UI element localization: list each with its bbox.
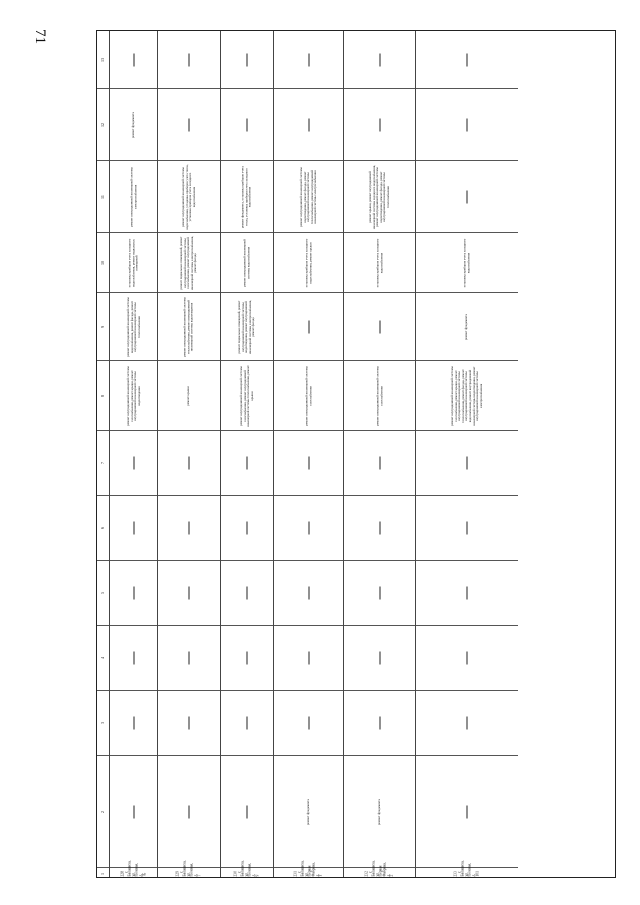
table-cell — [274, 361, 343, 431]
table-cell — [221, 756, 273, 868]
table-cell — [221, 626, 273, 691]
column-number: 9 — [100, 325, 106, 328]
empty-dash — [467, 190, 468, 203]
cell-text: ремонт фундамента — [130, 111, 135, 138]
row-label — [119, 859, 146, 876]
table-cell — [221, 561, 273, 626]
column-number: 1 — [100, 872, 106, 875]
empty-dash — [308, 457, 309, 470]
table-cell — [158, 361, 220, 431]
header-cell — [97, 233, 109, 293]
table-cell — [221, 31, 273, 89]
header-cell — [97, 89, 109, 161]
page-number: 71 — [32, 29, 48, 44]
cell-text: ремонт подвальных помещений, ремонт внутридомовой инженерной системы водоотведения, ремонт внутридомовой инженерной системы электроснабжения, ремонт фасада — [237, 299, 256, 354]
table-cell — [158, 431, 220, 496]
table-cell — [344, 691, 415, 756]
table-cell — [158, 293, 220, 361]
table-cell — [416, 31, 518, 89]
column-number: 6 — [100, 527, 106, 529]
table-cell — [110, 361, 157, 431]
table-cell — [221, 361, 273, 431]
table-cell — [274, 859, 343, 879]
header-cell — [97, 868, 109, 879]
cell-text: ремонт крыши — [186, 385, 191, 406]
empty-dash — [247, 118, 248, 131]
table-cell — [274, 31, 343, 89]
header-cell — [97, 161, 109, 233]
empty-dash — [379, 118, 380, 131]
header-cell — [97, 561, 109, 626]
table-cell — [158, 496, 220, 561]
table-cell — [158, 691, 220, 756]
table-cell — [221, 161, 273, 233]
empty-dash — [308, 53, 309, 66]
cell-text: ремонт внутридомовой инженерной системы водоснабжения, установка приборов учета тепла, установка приборов учета холодного водоснабжения — [180, 163, 196, 230]
table-cell — [274, 431, 343, 496]
cell-text: установка приборов учета холодного водоснабжения — [462, 238, 470, 287]
table-cell — [274, 293, 343, 361]
empty-dash — [379, 587, 380, 600]
table-cell — [416, 89, 518, 161]
cell-text: ремонт внутридомовой инженерной системы газоснабжения, ремонт крыши, ремонт внутридомовой инженерной системы водоотведения — [125, 365, 141, 426]
row-number: 230 — [233, 870, 238, 876]
table-cell — [221, 859, 273, 879]
table-cell — [344, 361, 415, 431]
table-cell — [344, 89, 415, 161]
column-number: 10 — [100, 260, 106, 265]
empty-dash — [189, 652, 190, 665]
table-cell — [416, 293, 518, 361]
table-row — [416, 31, 518, 877]
table-cell — [221, 431, 273, 496]
empty-dash — [467, 805, 468, 818]
table-row — [158, 31, 221, 877]
table-cell — [344, 756, 415, 868]
table-cell — [344, 161, 415, 233]
empty-dash — [467, 457, 468, 470]
table-row — [110, 31, 158, 877]
cell-text: ремонт внутридомовой инженерной системы газоснабжения — [374, 365, 383, 426]
table-cell — [416, 161, 518, 233]
table-cell — [344, 31, 415, 89]
table-cell — [110, 496, 157, 561]
cell-text: установка приборов учета холодного водоснабжения — [374, 238, 383, 287]
table-cell — [344, 561, 415, 626]
header-cell — [97, 756, 109, 868]
table-cell — [110, 431, 157, 496]
table-cell — [344, 496, 415, 561]
table-cell — [221, 233, 273, 293]
table-cell — [274, 561, 343, 626]
table-cell — [110, 691, 157, 756]
capital-repair-table-wrap — [96, 30, 616, 878]
table-cell — [158, 859, 220, 879]
empty-dash — [133, 717, 134, 730]
empty-dash — [467, 118, 468, 131]
empty-dash — [133, 587, 134, 600]
table-cell — [416, 233, 518, 293]
table-cell — [416, 431, 518, 496]
table-cell — [110, 626, 157, 691]
empty-dash — [133, 522, 134, 535]
table-cell — [158, 31, 220, 89]
empty-dash — [467, 587, 468, 600]
table-cell — [344, 233, 415, 293]
row-address: г. Балашиха, ул. Полевая, д. 7 — [179, 859, 201, 876]
header-cell — [97, 691, 109, 756]
empty-dash — [379, 53, 380, 66]
table-cell — [221, 691, 273, 756]
table-cell — [344, 293, 415, 361]
empty-dash — [133, 805, 134, 818]
empty-dash — [308, 652, 309, 665]
table-row — [274, 31, 344, 877]
empty-dash — [247, 457, 248, 470]
table-cell — [416, 756, 518, 868]
empty-dash — [133, 457, 134, 470]
column-number: 4 — [100, 657, 106, 659]
column-number: 2 — [100, 810, 106, 813]
empty-dash — [247, 805, 248, 818]
cell-text: ремонт фундамента — [376, 798, 381, 825]
empty-dash — [379, 522, 380, 535]
empty-dash — [133, 652, 134, 665]
cell-text: ремонт фундамента — [464, 313, 469, 340]
row-address: г. Балашиха, ул. Полевая, д. 7Б — [123, 859, 146, 876]
cell-text: ремонт подвальных помещений, ремонт внутридомовой инженерной системы газоснабжения, ремонт внутридомовой инженерной системы электроснабжения, ремонт фасада — [179, 235, 198, 290]
header-cell — [97, 31, 109, 89]
empty-dash — [308, 118, 309, 131]
table-cell — [416, 691, 518, 756]
row-label — [453, 859, 479, 876]
empty-dash — [247, 522, 248, 535]
cell-text: ремонт внутридомовой инженерной системы водоснабжения — [242, 238, 250, 287]
empty-dash — [247, 652, 248, 665]
table-cell — [110, 161, 157, 233]
cell-text: ремонт фундамента, установка приборов учета тепла, установка приборов учета холодного водоснабжения — [240, 165, 252, 228]
row-address: г. Балашиха, ул. Полевая, д. 9 — [237, 859, 259, 876]
empty-dash — [189, 522, 190, 535]
cell-text: ремонт внутридомовой инженерной системы газоснабжения — [303, 365, 312, 426]
table-cell — [221, 89, 273, 161]
empty-dash — [189, 118, 190, 131]
table-cell — [416, 361, 518, 431]
table-cell — [158, 89, 220, 161]
empty-dash — [379, 320, 380, 333]
empty-dash — [308, 320, 309, 333]
empty-dash — [247, 53, 248, 66]
empty-dash — [247, 717, 248, 730]
column-number: 13 — [100, 57, 106, 62]
empty-dash — [189, 457, 190, 470]
header-cell — [97, 626, 109, 691]
row-address: г. Балашиха, ул. Первая Фабрика, д. 2 — [367, 859, 394, 876]
table-cell — [221, 496, 273, 561]
column-number: 8 — [100, 394, 106, 397]
table-cell — [221, 293, 273, 361]
row-label — [364, 859, 394, 876]
table-cell — [110, 756, 157, 868]
table-cell — [274, 691, 343, 756]
cell-text: установка приборов учета холодного водоснабжения, ремонт крыши — [303, 238, 312, 287]
table-row — [344, 31, 416, 877]
table-cell — [274, 233, 343, 293]
row-number: 228 — [119, 870, 124, 876]
table-cell — [158, 161, 220, 233]
cell-text: ремонт внутридомовой инженерной системы газоснабжения, ремонт крыши, ремонт внутридомовой инженерной системы теплоснабжения, ремонт фасада, ремонт внутридомовой инженерной системы водоснабжения, ремонт внутридомовой инженерной системы водоотведения, ремонт внутридомовой инженерной системы электроснабжения — [449, 365, 483, 426]
row-address: г. Балашиха, ул. Полевая, д. 101 — [457, 859, 479, 876]
table-cell — [416, 561, 518, 626]
header-cell — [97, 496, 109, 561]
table-cell — [344, 626, 415, 691]
table-cell — [110, 859, 157, 879]
row-number: 229 — [175, 870, 180, 876]
table-cell — [110, 89, 157, 161]
table-cell — [274, 756, 343, 868]
column-number: 3 — [100, 722, 106, 724]
capital-repair-table — [96, 30, 616, 878]
cell-text: ремонт внутридомовой инженерной системы водоотведения, ремонт фасада, ремонт внутридомовой инженерной системы теплоснабжения, ремонт внутридомовой инженерной системы электроснабжения — [298, 166, 317, 227]
cell-text: ремонт внутридомовой инженерной системы электроснабжения — [128, 166, 137, 227]
cell-text: ремонт внутридомовой инженерной системы газоснабжения, ремонт внутридомовой инженерной системы теплоснабжения, ремонт крыши — [238, 364, 254, 427]
table-cell — [158, 561, 220, 626]
table-cell — [158, 233, 220, 293]
table-cell — [416, 496, 518, 561]
table-cell — [416, 859, 518, 879]
row-label — [293, 859, 323, 876]
row-number: 233 — [453, 870, 458, 876]
table-cell — [344, 431, 415, 496]
row-number: 232 — [364, 870, 369, 876]
row-number: 231 — [293, 870, 298, 876]
column-number: 12 — [100, 122, 106, 127]
empty-dash — [189, 53, 190, 66]
empty-dash — [247, 587, 248, 600]
cell-text: ремонт внутридомовой инженерной системы теплоснабжения, ремонт внутридомовой инженерной системы водоотведения — [182, 296, 194, 357]
table-cell — [158, 626, 220, 691]
cell-text: ремонт крыши, ремонт внутридомовой инженерной системы холодного водоснабжения, ремонт внутридомовой инженерной системы водоотведения, ремонт фасада, ремонт внутридомовой инженерной системы теплоснабжения — [367, 164, 390, 229]
table-cell — [158, 756, 220, 868]
header-cell — [97, 361, 109, 431]
empty-dash — [467, 522, 468, 535]
header-cell — [97, 293, 109, 361]
cell-text: ремонт фундамента — [305, 798, 310, 825]
empty-dash — [467, 53, 468, 66]
table-cell — [110, 561, 157, 626]
row-label — [175, 859, 201, 876]
header-cell — [97, 431, 109, 496]
empty-dash — [308, 522, 309, 535]
table-cell — [274, 496, 343, 561]
table-cell — [110, 293, 157, 361]
empty-dash — [379, 652, 380, 665]
table-cell — [274, 89, 343, 161]
table-cell — [274, 161, 343, 233]
empty-dash — [189, 717, 190, 730]
empty-dash — [189, 587, 190, 600]
cell-text: установка приборов учета холодного водоснабжения, ремонт подвальных помещений — [127, 238, 139, 287]
empty-dash — [467, 717, 468, 730]
table-cell — [274, 626, 343, 691]
empty-dash — [189, 805, 190, 818]
cell-text: ремонт внутридомовой инженерной системы водоснабжения, ремонт фасада, ремонт внутридомовой инженерной системы теплоснабжения — [125, 296, 141, 357]
table-row — [221, 31, 274, 877]
table-cell — [344, 859, 415, 879]
empty-dash — [133, 53, 134, 66]
empty-dash — [308, 587, 309, 600]
empty-dash — [308, 717, 309, 730]
table-cell — [110, 31, 157, 89]
column-number: 7 — [100, 462, 106, 464]
row-address: г. Балашиха, ул. Первая Фабрика, д. 1 — [296, 859, 323, 876]
column-number: 5 — [100, 592, 106, 594]
empty-dash — [379, 457, 380, 470]
row-label — [233, 859, 259, 876]
column-number: 11 — [100, 194, 106, 199]
empty-dash — [467, 652, 468, 665]
table-cell — [416, 626, 518, 691]
empty-dash — [379, 717, 380, 730]
header-row — [97, 31, 110, 877]
table-cell — [110, 233, 157, 293]
